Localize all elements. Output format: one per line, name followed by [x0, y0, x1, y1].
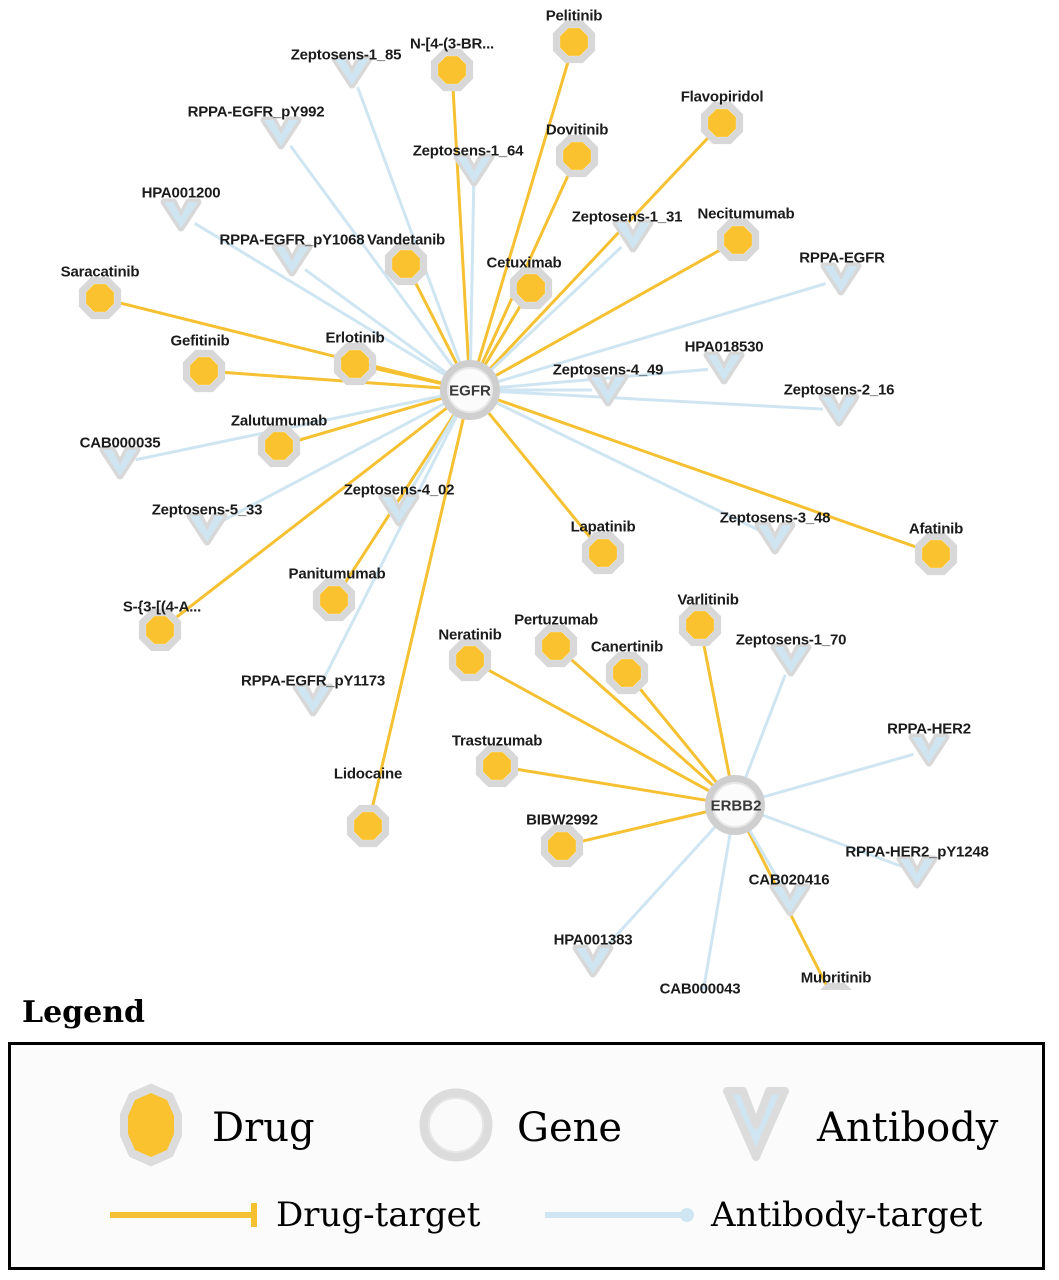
- drug-label-16: Pertuzumab: [514, 611, 598, 629]
- drug-node-0[interactable]: [560, 28, 588, 56]
- drug-node-10[interactable]: [265, 432, 293, 460]
- legend-drug-label: Drug: [212, 1105, 315, 1151]
- legend-node-row: [11, 1073, 1042, 1178]
- edge-antibody-0: [358, 87, 461, 366]
- antibody-label-19: HPA001383: [553, 931, 633, 949]
- drug-node-19[interactable]: [483, 752, 511, 780]
- drug-label-2: Flavopiridol: [680, 88, 764, 106]
- drug-label-20: Lidocaine: [333, 765, 403, 783]
- legend-edge-row: [11, 1195, 1042, 1255]
- antibody-label-10: CAB000035: [79, 434, 161, 452]
- antibody-label-14: Zeptosens-1_70: [735, 631, 847, 649]
- drug-node-16[interactable]: [542, 632, 570, 660]
- drug-node-3[interactable]: [563, 142, 591, 170]
- legend-antibody-item: [711, 1083, 998, 1173]
- legend-drug-icon: [106, 1083, 196, 1173]
- drug-label-15: S-{3-[(4-A...: [122, 598, 202, 616]
- edge-antibody-16: [760, 754, 914, 798]
- antibody-label-20: CAB000043: [659, 980, 741, 998]
- antibody-label-13: Zeptosens-3_48: [719, 509, 831, 527]
- drug-label-18: Canertinib: [590, 638, 664, 656]
- antibody-label-4: Zeptosens-1_31: [571, 208, 683, 226]
- drug-node-13[interactable]: [686, 611, 714, 639]
- drug-node-6[interactable]: [517, 274, 545, 302]
- legend-drug-target-label: Drug-target: [276, 1195, 481, 1235]
- drug-label-12: Lapatinib: [570, 518, 636, 536]
- antibody-label-8: Zeptosens-4_49: [552, 361, 664, 379]
- drug-node-2[interactable]: [708, 109, 736, 137]
- drug-node-15[interactable]: [146, 616, 174, 644]
- edge-antibody-9: [496, 391, 823, 409]
- antibody-label-1: RPPA-EGFR_pY992: [187, 103, 325, 121]
- drug-label-19: Trastuzumab: [451, 732, 543, 750]
- legend-drug-target-item: [106, 1195, 480, 1235]
- drug-node-18[interactable]: [613, 659, 641, 687]
- drug-label-21: BIBW2992: [526, 811, 598, 829]
- drug-label-13: Varlitinib: [677, 591, 739, 609]
- edge-antibody-20: [703, 831, 731, 990]
- drug-node-14[interactable]: [320, 586, 348, 614]
- legend-antibody-target-label: Antibody-target: [711, 1195, 983, 1235]
- drug-node-halo-22: [818, 986, 853, 990]
- edge-drug-7: [116, 302, 445, 384]
- drug-node-1[interactable]: [438, 56, 466, 84]
- edge-drug-20: [372, 415, 464, 810]
- gene-label-erbb2: ERBB2: [710, 797, 762, 815]
- legend-title: Legend: [22, 995, 146, 1030]
- antibody-label-12: Zeptosens-5_33: [151, 501, 263, 519]
- legend-gene-label: Gene: [517, 1105, 623, 1151]
- edge-drug-2: [488, 135, 711, 371]
- antibody-label-2: Zeptosens-1_64: [412, 142, 524, 160]
- edge-drug-0: [477, 57, 569, 365]
- drug-label-5: Vandetanib: [366, 231, 446, 249]
- drug-label-4: Necitumumab: [697, 205, 795, 223]
- edge-drug-14: [343, 412, 456, 587]
- edge-antibody-2: [470, 186, 473, 364]
- legend-antibody-target-icon: [541, 1195, 701, 1235]
- legend-antibody-label: Antibody: [817, 1105, 999, 1151]
- drug-node-9[interactable]: [341, 350, 369, 378]
- drug-label-8: Gefitinib: [170, 332, 230, 350]
- edge-antibody-14: [744, 675, 785, 781]
- antibody-label-15: RPPA-EGFR_pY1173: [240, 672, 386, 690]
- antibody-label-6: RPPA-EGFR: [799, 249, 885, 267]
- drug-label-7: Saracatinib: [60, 263, 140, 281]
- drug-label-14: Panitumumab: [288, 565, 386, 583]
- antibody-label-0: Zeptosens-1_85: [290, 46, 402, 64]
- antibody-label-18: CAB020416: [748, 871, 830, 889]
- edge-drug-18: [637, 685, 718, 784]
- drug-label-22: Mubritinib: [800, 969, 872, 987]
- drug-node-12[interactable]: [589, 539, 617, 567]
- edge-drug-17: [484, 668, 712, 793]
- antibody-label-3: HPA001200: [141, 184, 221, 202]
- legend-drug-item: [106, 1083, 315, 1173]
- drug-node-8[interactable]: [190, 357, 218, 385]
- drug-node-20[interactable]: [354, 812, 382, 840]
- drug-node-17[interactable]: [456, 646, 484, 674]
- drug-label-10: Zalutumumab: [230, 412, 328, 430]
- drug-label-11: Afatinib: [908, 520, 964, 538]
- antibody-label-5: RPPA-EGFR_pY1068: [219, 231, 365, 249]
- drug-label-0: Pelitinib: [545, 7, 603, 25]
- antibody-label-11: Zeptosens-4_02: [343, 481, 455, 499]
- edge-drug-1: [453, 86, 469, 364]
- drug-node-21[interactable]: [548, 832, 576, 860]
- antibody-label-7: HPA018530: [684, 338, 764, 356]
- legend-gene-item: [411, 1083, 622, 1173]
- edge-drug-9: [371, 368, 445, 385]
- drug-node-11[interactable]: [922, 540, 950, 568]
- legend-gene-icon: [411, 1083, 501, 1173]
- edge-drug-11: [495, 399, 921, 549]
- legend-antibody-icon: [711, 1083, 801, 1173]
- edge-drug-13: [703, 641, 730, 780]
- drug-node-4[interactable]: [724, 226, 752, 254]
- drug-node-5[interactable]: [392, 250, 420, 278]
- legend-antibody-target-item: [541, 1195, 982, 1235]
- edge-antibody-5: [305, 269, 449, 374]
- drug-label-17: Neratinib: [438, 626, 502, 644]
- drug-label-6: Cetuximab: [486, 254, 562, 272]
- legend-box: [8, 1042, 1045, 1270]
- antibody-label-9: Zeptosens-2_16: [783, 381, 895, 399]
- drug-label-3: Dovitinib: [545, 121, 609, 139]
- drug-label-9: Erlotinib: [325, 329, 385, 347]
- antibody-label-16: RPPA-HER2: [887, 720, 971, 738]
- drug-label-1: N-[4-(3-BR...: [409, 35, 495, 53]
- legend-drug-target-icon: [106, 1195, 266, 1235]
- gene-label-egfr: EGFR: [449, 382, 491, 400]
- drug-node-7[interactable]: [86, 284, 114, 312]
- edge-antibody-19: [604, 824, 718, 949]
- antibody-label-17: RPPA-HER2_pY1248: [845, 843, 989, 861]
